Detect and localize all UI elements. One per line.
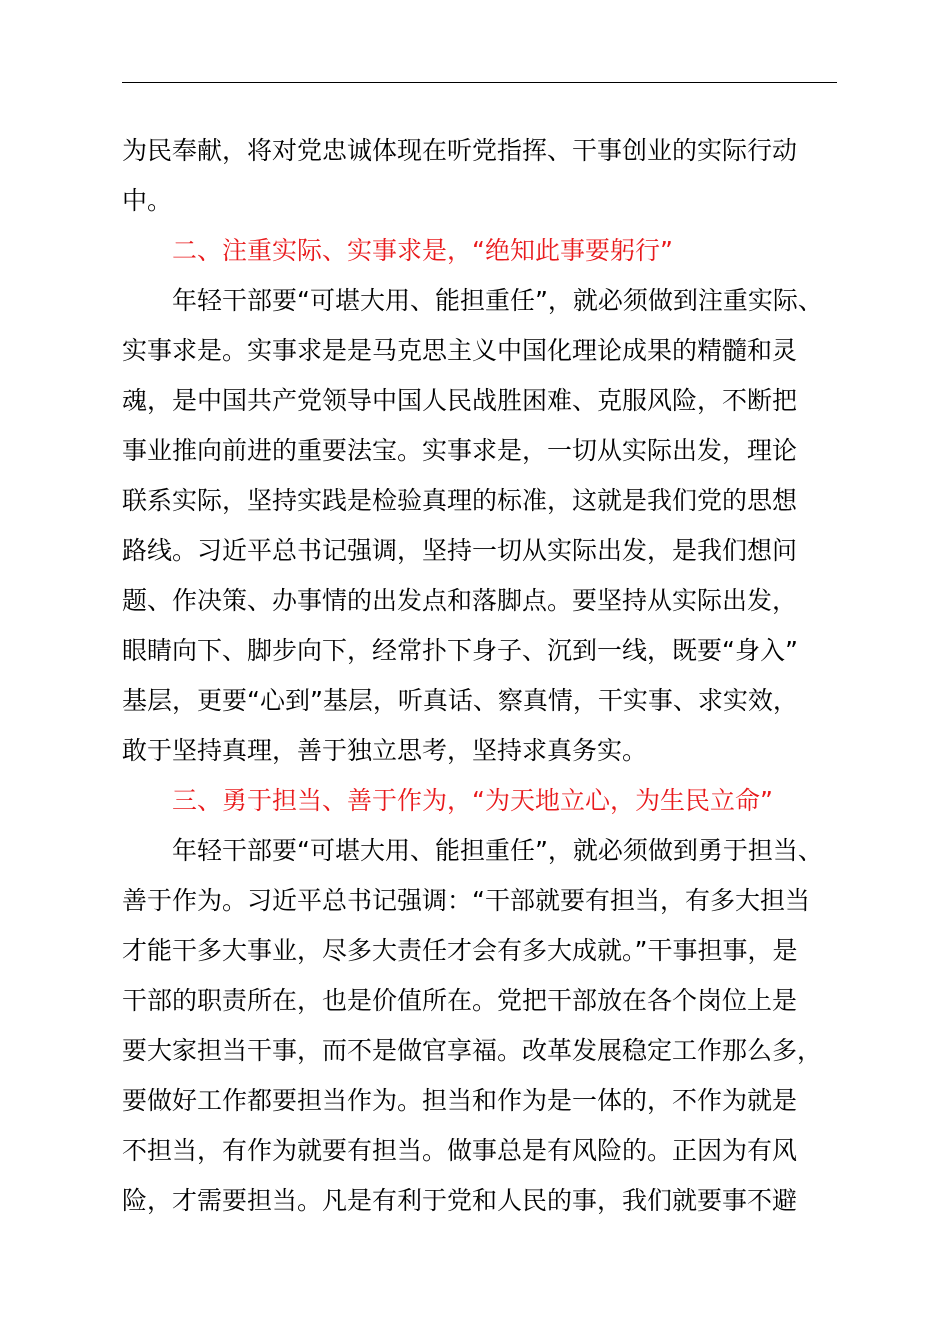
paragraph-first-line: 年轻干部要“可堪大用、能担重任”，就必须做到注重实际、 xyxy=(172,286,823,315)
section-heading-2: 二、注重实际、实事求是，“绝知此事要躬行” xyxy=(172,236,673,265)
body-line: 干部的职责所在，也是价值所在。党把干部放在各个岗位上是 xyxy=(122,986,798,1015)
body-line: 为民奉献，将对党忠诚体现在听党指挥、干事创业的实际行动 xyxy=(122,136,798,165)
document-body xyxy=(122,126,842,1226)
body-line: 险，才需要担当。凡是有利于党和人民的事，我们就要事不避 xyxy=(122,1186,798,1215)
body-line: 实事求是。实事求是是马克思主义中国化理论成果的精髓和灵 xyxy=(122,336,798,365)
body-line: 敢于坚持真理，善于独立思考，坚持求真务实。 xyxy=(122,736,648,765)
body-line: 眼睛向下、脚步向下，经常扑下身子、沉到一线，既要“身入” xyxy=(122,636,798,665)
section-heading-3: 三、勇于担当、善于作为，“为天地立心，为生民立命” xyxy=(172,786,773,815)
body-line: 中。 xyxy=(122,186,173,215)
body-line: 要大家担当干事，而不是做官享福。改革发展稳定工作那么多， xyxy=(122,1036,823,1065)
body-line: 善于作为。习近平总书记强调：“干部就要有担当，有多大担当 xyxy=(122,886,810,915)
body-line: 基层，更要“心到”基层，听真话、察真情，干实事、求实效， xyxy=(122,686,798,715)
body-line: 才能干多大事业，尽多大责任才会有多大成就。”干事担事，是 xyxy=(122,936,798,965)
body-line: 题、作决策、办事情的出发点和落脚点。要坚持从实际出发， xyxy=(122,586,798,615)
body-line: 要做好工作都要担当作为。担当和作为是一体的，不作为就是 xyxy=(122,1086,798,1115)
body-line: 不担当，有作为就要有担当。做事总是有风险的。正因为有风 xyxy=(122,1136,798,1165)
paragraph-first-line: 年轻干部要“可堪大用、能担重任”，就必须做到勇于担当、 xyxy=(172,836,823,865)
body-line: 事业推向前进的重要法宝。实事求是，一切从实际出发，理论 xyxy=(122,436,798,465)
header-rule xyxy=(122,82,837,83)
body-line: 联系实际，坚持实践是检验真理的标准，这就是我们党的思想 xyxy=(122,486,798,515)
body-line: 路线。习近平总书记强调，坚持一切从实际出发，是我们想问 xyxy=(122,536,798,565)
body-line: 魂，是中国共产党领导中国人民战胜困难、克服风险，不断把 xyxy=(122,386,798,415)
